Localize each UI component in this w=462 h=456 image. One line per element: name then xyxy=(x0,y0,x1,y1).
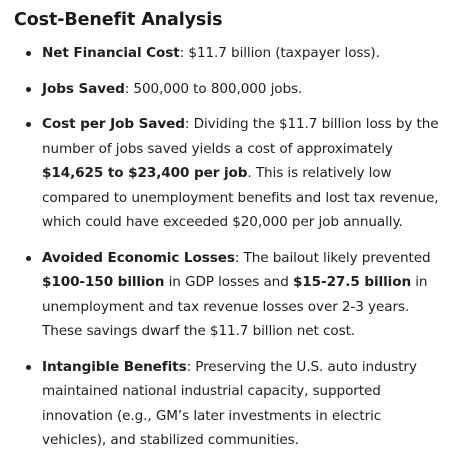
bullet-dot-icon xyxy=(26,256,31,261)
bullet-dot-icon xyxy=(26,122,31,127)
item-text: : Dividing the $11.7 billion loss by the number of jobs saved yields a cost of approximately xyxy=(42,116,439,157)
item-label: Jobs Saved xyxy=(42,80,125,97)
bullet-dot-icon xyxy=(26,51,31,56)
emphasis-text: $14,625 to $23,400 per job xyxy=(42,165,248,181)
item-label: Avoided Economic Losses xyxy=(42,249,235,266)
item-text: : Preserving the U.S. auto industry maintained national industrial capacity, supported innovation (e.g., GM’s later investments in electric vehicles), and stabilized communities. xyxy=(42,358,417,448)
item-text: . This is relatively low compared to unemployment benefits and lost tax revenue, which could have exceeded $20,000 per job annually. xyxy=(42,165,439,230)
section-heading: Cost-Benefit Analysis xyxy=(14,10,223,30)
emphasis-text: $100-150 billion xyxy=(42,274,165,290)
list-item-intangible-benefits xyxy=(14,355,448,453)
list-item-cost-per-job xyxy=(14,112,448,235)
bullet-list xyxy=(14,41,448,453)
item-text: : $11.7 billion (taxpayer loss). xyxy=(179,45,380,61)
item-label: Intangible Benefits xyxy=(42,358,187,375)
item-text: : 500,000 to 800,000 jobs. xyxy=(124,80,303,97)
list-item-jobs-saved xyxy=(14,77,448,102)
list-item-net-financial-cost xyxy=(14,41,448,66)
bullet-dot-icon xyxy=(26,365,31,370)
bullet-dot-icon xyxy=(26,87,31,92)
list-item-avoided-losses xyxy=(14,246,448,344)
item-text: in GDP losses and xyxy=(164,274,293,290)
item-text: : The bailout likely prevented xyxy=(234,249,431,266)
item-text: in unemployment and tax revenue losses over 2-3 years. These savings dwarf the $11.7 billion net cost. xyxy=(42,274,428,339)
item-label: Cost per Job Saved xyxy=(42,116,185,132)
emphasis-text: $15-27.5 billion xyxy=(292,274,412,290)
item-label: Net Financial Cost xyxy=(42,45,180,61)
